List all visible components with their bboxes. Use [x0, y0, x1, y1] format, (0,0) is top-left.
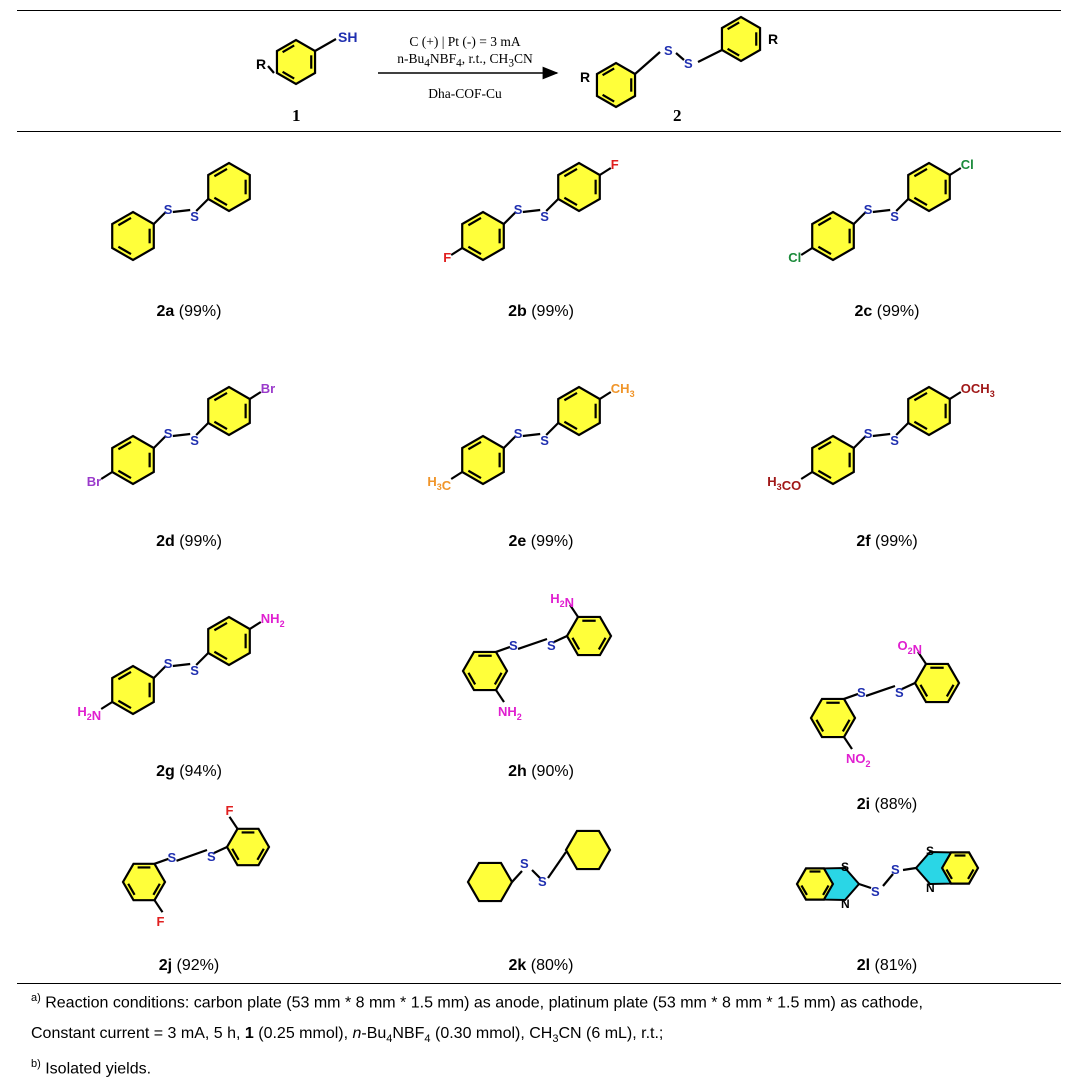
compound-2f-substituent-right: $OCH_3$	[960, 381, 995, 399]
compound-2g-substituent-right: $NH_2$	[260, 611, 285, 629]
label-2b: 2b (99%)	[508, 303, 574, 320]
compound-2c-sulfur-1: S	[863, 202, 873, 217]
compound-2i-substituent-bottom: $NO_2$	[846, 751, 871, 770]
compound-2l-sulfur-1: S	[871, 884, 880, 899]
compound-2l-thiazole-s-left: S	[841, 860, 850, 874]
condition-line-3: Dha-COF-Cu	[428, 86, 502, 101]
label-2d: 2d (99%)	[156, 533, 222, 550]
compound-2l-sulfur-2: S	[891, 862, 900, 877]
compound-2h-sulfur-1: S	[509, 637, 518, 653]
reactant-r-label: R	[256, 56, 267, 72]
compound-2f-substituent-left: $H_3CO$	[767, 474, 802, 493]
compound-2f-sulfur-1: S	[863, 426, 873, 441]
footnote-a-line2: Constant current = 3 mA, 5 h, 1 (0.25 mmol), $n-Bu_4NBF_4$ (0.30 mmol), $CH_3CN$ (6 mL), r.t.;	[31, 1025, 664, 1046]
label-2h: 2h (90%)	[508, 763, 574, 780]
product-number: 2	[673, 106, 682, 125]
compound-2e-substituent-left: $H_3C$	[427, 474, 452, 493]
compound-2k-sulfur-1: S	[520, 856, 529, 871]
compound-2b-sulfur-2: S	[540, 209, 549, 224]
reactant-sh-label: SH	[338, 29, 358, 45]
compound-2l-thiazole-n-left: N	[841, 897, 850, 911]
compound-2h-substituent-top: $H_2N$	[550, 590, 574, 610]
compound-2j-sulfur-1: S	[167, 849, 177, 865]
compound-2l-thiazole-n-right: N	[926, 881, 935, 895]
compound-2j-sulfur-2: S	[207, 849, 216, 864]
compound-2b-sulfur-1: S	[513, 202, 523, 217]
compound-2e-sulfur-1: S	[513, 426, 523, 441]
label-2g: 2g (94%)	[156, 763, 222, 780]
condition-line-2: $n-Bu_4NBF_4$, r.t., $CH_3CN$	[397, 51, 533, 70]
compound-2d-substituent-right: Br	[260, 381, 276, 396]
compound-2c-substituent-right: Cl	[960, 157, 974, 172]
footnote-a-line1: $^{a)}$ Reaction conditions: carbon plate (53 mm * 8 mm * 1.5 mm) as anode, platinum plate (53 mm * 8 mm * 1.5 mm) as cathode,	[31, 992, 923, 1012]
product-sulfur-2: S	[684, 56, 693, 71]
compound-2j-substituent-top: F	[225, 802, 234, 818]
label-2e: 2e (99%)	[508, 533, 574, 550]
compound-2d-sulfur-1: S	[163, 426, 173, 441]
condition-line-1: C (+) | Pt (-) = 3 mA	[409, 34, 521, 49]
compound-2a-sulfur-2: S	[190, 209, 199, 224]
label-2j: 2j (92%)	[158, 957, 220, 974]
compound-2d-sulfur-2: S	[190, 433, 199, 448]
compound-2c-sulfur-2: S	[890, 209, 899, 224]
product-r-left-label: R	[580, 69, 591, 85]
label-2i: 2i (88%)	[856, 796, 918, 813]
compound-2b-substituent-left: F	[443, 250, 452, 265]
compound-2e-substituent-right: $CH_3$	[610, 381, 635, 399]
compound-2h-sulfur-2: S	[547, 638, 556, 653]
compound-2l-thiazole-s-right: S	[926, 844, 935, 858]
label-2l: 2l (81%)	[856, 957, 918, 974]
reactant-number: 1	[292, 106, 301, 125]
compound-2j-substituent-bottom: F	[156, 914, 165, 930]
compound-2g-sulfur-2: S	[190, 663, 199, 678]
compound-2k-sulfur-2: S	[538, 874, 547, 889]
compound-2g-substituent-left: $H_2N$	[77, 704, 102, 723]
compound-2i-substituent-top: $O_2N$	[897, 637, 922, 657]
compound-2c-substituent-left: Cl	[788, 250, 802, 265]
compound-2d-substituent-left: Br	[86, 474, 102, 489]
compound-2g-sulfur-1: S	[163, 656, 173, 671]
compound-2a-sulfur-1: S	[163, 202, 173, 217]
footnote-b: $^{b)}$ Isolated yields.	[31, 1058, 152, 1078]
label-2k: 2k (80%)	[508, 957, 574, 974]
label-2f: 2f (99%)	[856, 533, 918, 550]
compound-2i-sulfur-2: S	[895, 685, 904, 700]
label-2c: 2c (99%)	[854, 303, 920, 320]
compound-2h-substituent-bottom: $NH_2$	[498, 704, 522, 723]
compound-2i-sulfur-1: S	[857, 684, 866, 700]
product-r-right-label: R	[768, 31, 779, 47]
compound-2b-substituent-right: F	[610, 157, 619, 172]
product-sulfur-1: S	[664, 43, 673, 58]
label-2a: 2a (99%)	[156, 303, 222, 320]
compound-2f-sulfur-2: S	[890, 433, 899, 448]
compound-2e-sulfur-2: S	[540, 433, 549, 448]
